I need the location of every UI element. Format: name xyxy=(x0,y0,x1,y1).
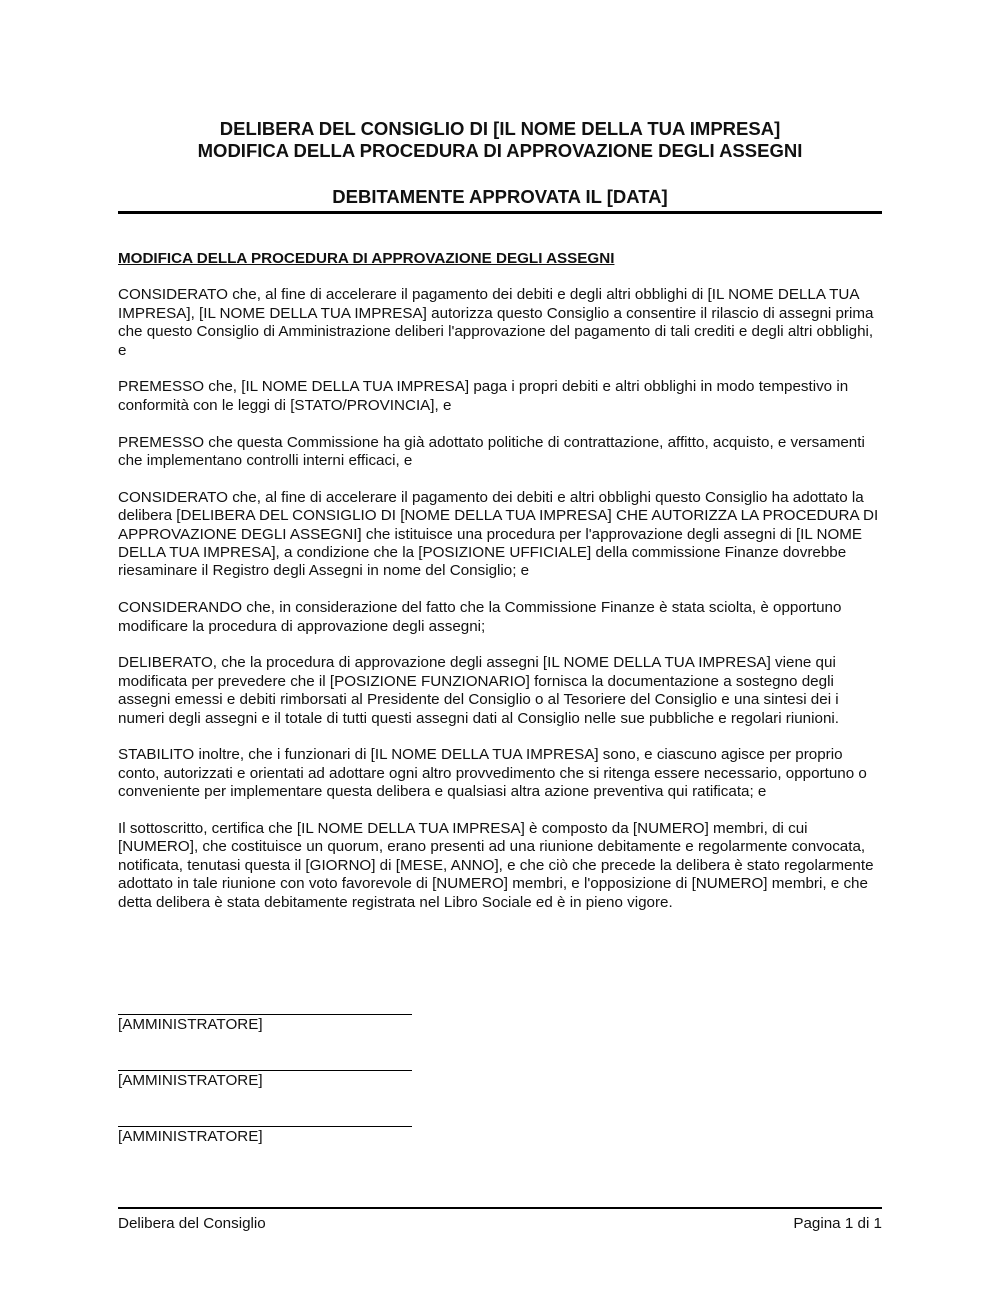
paragraph-stabilito: STABILITO inoltre, che i funzionari di [IL NOME DELLA TUA IMPRESA] sono, e ciascuno agisce per proprio conto, autorizzati e orientati ad adottare ogni altro provvedimento che si ritenga essere necessario, opportuno o conveniente per implementare questa delibera e qualsiasi altra azione preventiva qui ratificata; e xyxy=(118,746,867,801)
signature-block-3 xyxy=(118,1126,412,1146)
footer-divider xyxy=(118,1207,882,1209)
paragraph-considerato-1: CONSIDERATO che, al fine di accelerare il pagamento dei debiti e degli altri obblighi di [IL NOME DELLA TUA IMPRESA], [IL NOME DELLA TUA IMPRESA] autorizza questo Consiglio a consentire il rilascio di assegni prima che questo Consiglio di Amministrazione deliberi l'approvazione del pagamento di tali crediti e degli altri obblighi, e xyxy=(118,286,874,359)
title-line-2: MODIFICA DELLA PROCEDURA DI APPROVAZIONE DEGLI ASSEGNI xyxy=(197,140,803,161)
paragraph-considerando: CONSIDERANDO che, in considerazione del fatto che la Commissione Finanze è stata sciolta, è opportuno modificare la procedura di approvazione degli assegni; xyxy=(118,599,842,635)
signature-line xyxy=(118,1070,412,1071)
signature-name: [AMMINISTRATORE] xyxy=(118,1072,263,1089)
signature-name: [AMMINISTRATORE] xyxy=(118,1016,263,1033)
approved-date-line: DEBITAMENTE APPROVATA IL [DATA] xyxy=(332,186,668,207)
section-heading: MODIFICA DELLA PROCEDURA DI APPROVAZIONE DEGLI ASSEGNI xyxy=(118,250,615,267)
paragraph-certificazione: Il sottoscritto, certifica che [IL NOME DELLA TUA IMPRESA] è composto da [NUMERO] membri, di cui [NUMERO], che costituisce un quorum, erano presenti ad una riunione debitamente e regolarmente convocata, notificata, tenutasi questa il [GIORNO] di [MESE, ANNO], e che ciò che precede la delibera è stato regolarmente adottato in tale riunione con voto favorevole di [NUMERO] membri, e l'opposizione di [NUMERO] membri, e che detta delibera è stata debitamente registrata nel Libro Sociale ed è in pieno vigore. xyxy=(118,820,874,911)
title-line-1: DELIBERA DEL CONSIGLIO DI [IL NOME DELLA TUA IMPRESA] xyxy=(219,118,781,139)
paragraph-premesso-2: PREMESSO che questa Commissione ha già adottato politiche di contrattazione, affitto, acquisto, e versamenti che implementano controlli interni efficaci, e xyxy=(118,433,865,470)
document-header xyxy=(118,118,882,162)
signature-name: [AMMINISTRATORE] xyxy=(118,1128,263,1145)
paragraph-deliberato: DELIBERATO, che la procedura di approvazione degli assegni [IL NOME DELLA TUA IMPRESA] viene qui modificata per prevedere che il [POSIZIONE FUNZIONARIO] fornisca la documentazione a sostegno degli assegni emessi e debiti rimborsati al Presidente del Consiglio o al Tesoriere del Consiglio e una sintesi dei i numeri degli assegni e il totale di tutti questi assegni dati al Consiglio nelle sue pubbliche e regolari riunioni. xyxy=(118,654,839,727)
document-body xyxy=(118,250,882,931)
signature-block-1 xyxy=(118,1014,412,1034)
paragraph-considerato-2: CONSIDERATO che, al fine di accelerare il pagamento dei debiti e altri obblighi questo Consiglio ha adottato la delibera [DELIBERA DEL CONSIGLIO DI [NOME DELLA TUA IMPRESA] CHE AUTORIZZA LA PROCEDURA DI APPROVAZIONE DEGLI ASSEGNI] che istituisce una procedura per l'approvazione degli assegni di [IL NOME DELLA TUA IMPRESA], a condizione che la [POSIZIONE UFFICIALE] della commissione Finanze dovrebbe riesaminare il Registro degli Assegni in nome del Consiglio; e xyxy=(118,488,879,580)
paragraph-premesso-1: PREMESSO che, [IL NOME DELLA TUA IMPRESA] paga i propri debiti e altri obblighi in modo tempestivo in conformità con le leggi di [STATO/PROVINCIA], e xyxy=(118,378,849,414)
signature-line xyxy=(118,1014,412,1015)
signature-block-2 xyxy=(118,1070,412,1090)
footer-document-title: Delibera del Consiglio xyxy=(118,1215,266,1232)
header-divider xyxy=(118,211,882,214)
signature-line xyxy=(118,1126,412,1127)
page-footer xyxy=(118,1215,882,1233)
footer-page-number: Pagina 1 di 1 xyxy=(793,1215,882,1232)
